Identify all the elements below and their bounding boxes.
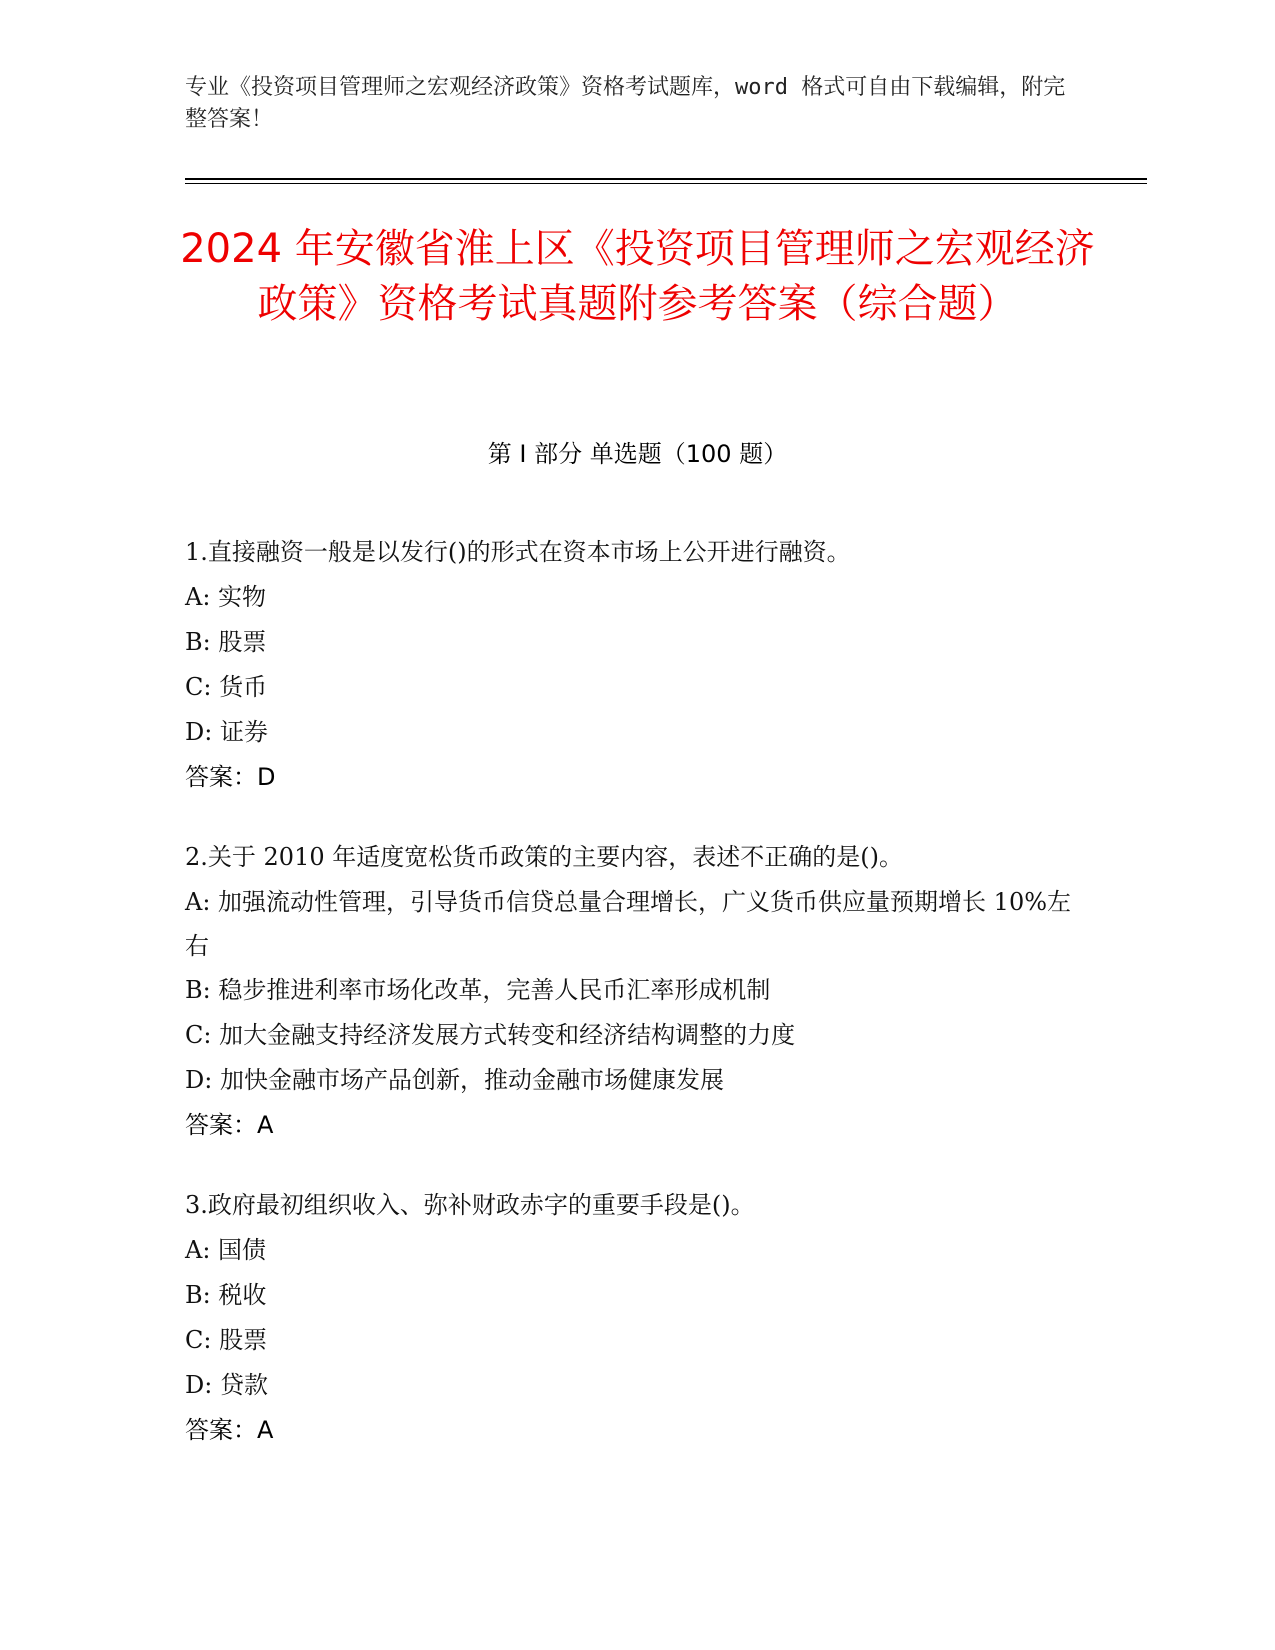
section-heading: 第 I 部分 单选题（100 题） bbox=[487, 440, 788, 468]
option-a: A: 国债 bbox=[185, 1236, 267, 1264]
option-d: D: 加快金融市场产品创新，推动金融市场健康发展 bbox=[185, 1066, 724, 1094]
option-b: B: 稳步推进利率市场化改革，完善人民币汇率形成机制 bbox=[185, 976, 771, 1004]
option-a: A: 加强流动性管理，引导货币信贷总量合理增长，广义货币供应量预期增长 10%左右 bbox=[185, 888, 1072, 960]
question-stem: 1.直接融资一般是以发行()的形式在资本市场上公开进行融资。 bbox=[185, 538, 851, 566]
answer: 答案：D bbox=[185, 763, 276, 791]
option-b: B: 税收 bbox=[185, 1281, 267, 1309]
answer: 答案：A bbox=[185, 1111, 274, 1139]
option-c: C: 货币 bbox=[185, 673, 268, 701]
option-c: C: 股票 bbox=[185, 1326, 268, 1354]
question-2 bbox=[185, 835, 1085, 1148]
question-stem: 3.政府最初组织收入、弥补财政赤字的重要手段是()。 bbox=[185, 1191, 755, 1219]
question-1 bbox=[185, 530, 1085, 800]
document-title: 2024 年安徽省淮上区《投资项目管理师之宏观经济政策》资格考试真题附参考答案（综合题） bbox=[180, 226, 1095, 327]
question-3 bbox=[185, 1183, 1085, 1453]
header-rule-thin bbox=[185, 183, 1147, 184]
header-note: 专业《投资项目管理师之宏观经济政策》资格考试题库，word 格式可自由下载编辑，附完整答案！ bbox=[185, 75, 1066, 132]
question-list bbox=[185, 530, 1085, 1488]
option-c: C: 加大金融支持经济发展方式转变和经济结构调整的力度 bbox=[185, 1021, 796, 1049]
header-rule-thick bbox=[185, 178, 1147, 180]
option-b: B: 股票 bbox=[185, 628, 267, 656]
answer: 答案：A bbox=[185, 1416, 274, 1444]
option-a: A: 实物 bbox=[185, 583, 267, 611]
option-d: D: 贷款 bbox=[185, 1371, 268, 1399]
question-stem: 2.关于 2010 年适度宽松货币政策的主要内容，表述不正确的是()。 bbox=[185, 843, 903, 871]
option-d: D: 证券 bbox=[185, 718, 268, 746]
